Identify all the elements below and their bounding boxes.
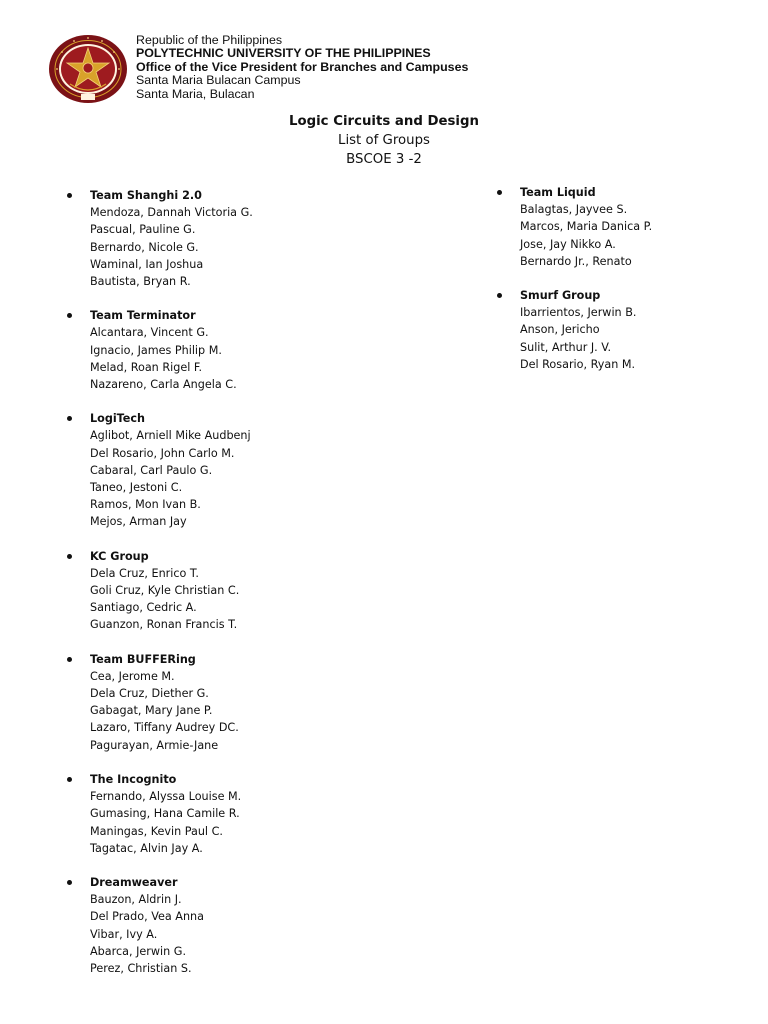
group-name — [66, 187, 396, 204]
group-member: Balagtas, Jayvee S. — [520, 203, 628, 217]
header-address: Santa Maria, Bulacan — [136, 86, 255, 101]
group-member: Mendoza, Dannah Victoria G. — [90, 206, 253, 220]
group-member: Aglibot, Arniell Mike Audbenj — [90, 429, 251, 443]
group-member: Waminal, Ian Joshua — [90, 257, 204, 271]
group-member: Fernando, Alyssa Louise M. — [90, 790, 242, 804]
header-country: Republic of the Philippines — [136, 33, 283, 47]
group-name — [496, 184, 746, 201]
group-name — [66, 651, 396, 668]
group-member: Goli Cruz, Kyle Christian C. — [90, 584, 240, 598]
group-name — [66, 771, 396, 788]
bullet-icon — [67, 313, 72, 318]
group-block — [66, 187, 396, 290]
group-member: Cabaral, Carl Paulo G. — [90, 463, 213, 477]
group-block — [496, 184, 746, 270]
group-member: Perez, Christian S. — [90, 961, 192, 975]
group-member: Alcantara, Vincent G. — [90, 326, 209, 340]
group-name-text: Team Shanghi 2.0 — [90, 189, 202, 202]
group-member: Del Rosario, Ryan M. — [520, 357, 636, 371]
group-member: Lazaro, Tiffany Audrey DC. — [90, 721, 239, 735]
group-member: Melad, Roan Rigel F. — [90, 360, 203, 374]
group-name — [66, 410, 396, 427]
group-member: Pagurayan, Armie-Jane — [90, 738, 219, 752]
group-name-text: Dreamweaver — [90, 875, 178, 889]
university-seal-icon — [48, 34, 128, 104]
group-block — [66, 651, 396, 754]
group-member: Maningas, Kevin Paul C. — [90, 824, 223, 838]
group-name-text: The Incognito — [90, 772, 177, 786]
group-block — [66, 874, 396, 977]
group-block — [66, 307, 396, 393]
group-member: Nazareno, Carla Angela C. — [90, 378, 237, 392]
group-member: Del Prado, Vea Anna — [90, 910, 204, 924]
bullet-icon — [67, 657, 72, 662]
group-member: Gabagat, Mary Jane P. — [90, 704, 213, 718]
group-member: Vibar, Ivy A. — [90, 927, 158, 941]
group-block — [66, 548, 396, 634]
group-name-text: Smurf Group — [520, 289, 601, 303]
header-office: Office of the Vice President for Branches and Campuses — [136, 59, 469, 74]
group-block — [66, 410, 396, 530]
group-name-text: Team Liquid — [520, 186, 596, 199]
group-member: Taneo, Jestoni C. — [90, 481, 183, 495]
group-member: Bauzon, Aldrin J. — [90, 893, 182, 907]
group-member: Cea, Jerome M. — [90, 669, 175, 683]
group-block — [496, 287, 746, 373]
group-member: Ibarrientos, Jerwin B. — [520, 306, 637, 320]
group-member: Ignacio, James Philip M. — [90, 343, 222, 357]
header-campus: Santa Maria Bulacan Campus — [136, 73, 301, 88]
group-member: Guanzon, Ronan Francis T. — [90, 618, 238, 632]
university-seal-graphic — [48, 34, 128, 104]
group-member: Del Rosario, John Carlo M. — [90, 446, 235, 460]
group-member: Marcos, Maria Danica P. — [520, 220, 653, 234]
group-name-text: Team Terminator — [90, 309, 196, 323]
course-title: Logic Circuits and Design — [289, 114, 479, 129]
bullet-icon — [67, 880, 72, 885]
group-member: Anson, Jericho — [520, 323, 600, 337]
group-name-text: LogiTech — [90, 412, 145, 426]
group-name — [66, 307, 396, 324]
group-name-text: KC Group — [90, 549, 149, 563]
bullet-icon — [67, 777, 72, 782]
header-university: POLYTECHNIC UNIVERSITY OF THE PHILIPPINES — [136, 46, 431, 61]
group-list-left — [66, 187, 396, 994]
group-member: Mejos, Arman Jay — [90, 515, 187, 529]
bullet-icon — [67, 193, 72, 198]
group-member: Abarca, Jerwin G. — [90, 944, 186, 958]
bullet-icon — [67, 416, 72, 421]
group-member: Bernardo Jr., Renato — [520, 254, 632, 268]
group-member: Santiago, Cedric A. — [90, 601, 197, 615]
letterhead-text — [136, 34, 606, 101]
group-name-text: Team BUFFERing — [90, 652, 196, 666]
group-member: Dela Cruz, Diether G. — [90, 687, 209, 701]
group-name — [66, 874, 396, 891]
group-block — [66, 771, 396, 857]
group-member: Tagatac, Alvin Jay A. — [90, 841, 203, 855]
group-name — [496, 287, 746, 304]
group-member: Ramos, Mon Ivan B. — [90, 498, 201, 512]
group-member: Pascual, Pauline G. — [90, 223, 196, 237]
group-member: Bernardo, Nicole G. — [90, 240, 199, 254]
group-member: Bautista, Bryan R. — [90, 275, 191, 289]
bullet-icon — [67, 554, 72, 559]
document-title — [0, 112, 768, 169]
group-member: Sulit, Arthur J. V. — [520, 340, 612, 354]
bullet-icon — [497, 293, 502, 298]
group-member: Dela Cruz, Enrico T. — [90, 566, 199, 580]
group-list-right — [496, 184, 746, 390]
group-name — [66, 548, 396, 565]
bullet-icon — [497, 190, 502, 195]
group-member: Gumasing, Hana Camile R. — [90, 807, 240, 821]
list-subtitle: List of Groups — [338, 133, 430, 148]
section-label: BSCOE 3 -2 — [346, 152, 422, 167]
group-member: Jose, Jay Nikko A. — [520, 237, 616, 251]
